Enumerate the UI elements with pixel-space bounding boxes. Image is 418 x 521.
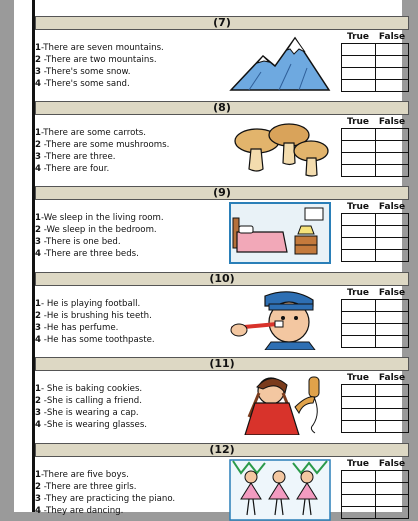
- true-cell[interactable]: [342, 385, 376, 397]
- statement-number: 1: [35, 213, 41, 223]
- true-cell[interactable]: [342, 44, 376, 56]
- statement-number: 1: [35, 384, 41, 394]
- false-cell[interactable]: [375, 141, 409, 153]
- statement-text: -There are some mushrooms.: [40, 140, 170, 150]
- statement-number: 3: [35, 152, 41, 162]
- false-cell[interactable]: [375, 44, 409, 56]
- true-cell[interactable]: [342, 471, 376, 483]
- statement-text: -There are three beds.: [40, 249, 139, 259]
- statement: [35, 481, 225, 493]
- girl-on-phone-picture: [229, 373, 331, 435]
- false-cell[interactable]: [375, 312, 409, 324]
- statement-number: 2: [35, 55, 41, 65]
- true-cell[interactable]: [342, 312, 376, 324]
- boy-brushing-teeth-picture: [229, 288, 331, 350]
- true-false-box: [341, 288, 409, 348]
- bedroom-picture: [229, 202, 331, 264]
- statement-list: [35, 42, 225, 90]
- true-cell[interactable]: [342, 214, 376, 226]
- true-header: True: [346, 288, 370, 298]
- statement-text: -There are some carrots.: [40, 128, 146, 138]
- statement-number: 2: [35, 396, 41, 406]
- statement-number: 2: [35, 482, 41, 492]
- false-cell[interactable]: [375, 129, 409, 141]
- false-cell[interactable]: [375, 409, 409, 421]
- statement-number: 1: [35, 128, 41, 138]
- statement-list: [35, 383, 225, 431]
- true-cell[interactable]: [342, 483, 376, 495]
- false-cell[interactable]: [375, 56, 409, 68]
- statement: [35, 127, 225, 139]
- true-cell[interactable]: [342, 397, 376, 409]
- false-header: False: [378, 288, 406, 298]
- answer-grid: [341, 299, 409, 348]
- statement-text: - She is baking cookies.: [40, 384, 143, 394]
- true-false-box: [341, 32, 409, 92]
- true-header: True: [346, 373, 370, 383]
- false-cell[interactable]: [375, 483, 409, 495]
- statement-number: 3: [35, 67, 41, 77]
- false-header: False: [378, 459, 406, 469]
- section-title: (12): [35, 443, 409, 457]
- true-cell[interactable]: [342, 165, 376, 177]
- false-cell[interactable]: [375, 214, 409, 226]
- statement-text: -There are two mountains.: [40, 55, 157, 65]
- statement-number: 4: [35, 164, 41, 174]
- false-cell[interactable]: [375, 324, 409, 336]
- true-header: True: [346, 32, 370, 42]
- true-header: True: [346, 459, 370, 469]
- true-cell[interactable]: [342, 68, 376, 80]
- statement: [35, 322, 225, 334]
- statement-number: 4: [35, 249, 41, 259]
- statement: [35, 469, 225, 481]
- true-cell[interactable]: [342, 129, 376, 141]
- statement-text: -There's some sand.: [40, 79, 130, 89]
- statement-text: -He has some toothpaste.: [40, 335, 155, 345]
- statement-number: 3: [35, 408, 41, 418]
- statement: [35, 419, 225, 431]
- statement-text: -She is wearing glasses.: [40, 420, 148, 430]
- statement-text: -They are practicing the piano.: [40, 494, 176, 504]
- true-cell[interactable]: [342, 250, 376, 262]
- false-cell[interactable]: [375, 68, 409, 80]
- statement-number: 4: [35, 79, 41, 89]
- statement: [35, 78, 225, 90]
- statement-number: 2: [35, 225, 41, 235]
- true-cell[interactable]: [342, 300, 376, 312]
- statement-text: -There is one bed.: [40, 237, 121, 247]
- false-header: False: [378, 117, 406, 127]
- answer-grid: [341, 43, 409, 92]
- statement: [35, 493, 225, 505]
- statement: [35, 212, 225, 224]
- statement: [35, 139, 225, 151]
- true-cell[interactable]: [342, 56, 376, 68]
- statement: [35, 163, 225, 175]
- statement-text: -There's some snow.: [40, 67, 131, 77]
- true-cell[interactable]: [342, 421, 376, 433]
- false-cell[interactable]: [375, 336, 409, 348]
- section-title: (11): [35, 357, 409, 371]
- true-cell[interactable]: [342, 226, 376, 238]
- statement: [35, 54, 225, 66]
- statement-text: - He is playing football.: [40, 299, 141, 309]
- statement-number: 4: [35, 420, 41, 430]
- statement-text: -She is calling a friend.: [40, 396, 142, 406]
- true-cell[interactable]: [342, 324, 376, 336]
- false-cell[interactable]: [375, 300, 409, 312]
- statement: [35, 310, 225, 322]
- statement-list: [35, 212, 225, 260]
- statement-list: [35, 127, 225, 175]
- true-header: True: [346, 202, 370, 212]
- statement: [35, 66, 225, 78]
- false-cell[interactable]: [375, 421, 409, 433]
- statement-number: 1: [35, 470, 41, 480]
- true-false-box: [341, 373, 409, 433]
- statement-list: [35, 298, 225, 346]
- true-false-box: [341, 459, 409, 519]
- false-cell[interactable]: [375, 238, 409, 250]
- answer-grid: [341, 213, 409, 262]
- statement-text: -There are five boys.: [40, 470, 129, 480]
- statement: [35, 42, 225, 54]
- statement-text: -We sleep in the living room.: [40, 213, 164, 223]
- statement-number: 3: [35, 237, 41, 247]
- true-cell[interactable]: [342, 409, 376, 421]
- false-cell[interactable]: [375, 80, 409, 92]
- true-false-box: [341, 117, 409, 177]
- true-cell[interactable]: [342, 336, 376, 348]
- statement: [35, 395, 225, 407]
- statement-text: -He has perfume.: [40, 323, 119, 333]
- statement-number: 3: [35, 494, 41, 504]
- false-cell[interactable]: [375, 495, 409, 507]
- statement-number: 2: [35, 311, 41, 321]
- true-cell[interactable]: [342, 238, 376, 250]
- section-title: (7): [35, 16, 409, 30]
- false-cell[interactable]: [375, 385, 409, 397]
- statement-text: -There are three.: [40, 152, 116, 162]
- section-title: (8): [35, 101, 409, 115]
- mountain-picture: [229, 32, 331, 94]
- statement: [35, 505, 225, 517]
- false-cell[interactable]: [375, 165, 409, 177]
- answer-grid: [341, 128, 409, 177]
- true-false-box: [341, 202, 409, 262]
- statement-number: 3: [35, 323, 41, 333]
- statement-number: 2: [35, 140, 41, 150]
- statement-text: -There are three girls.: [40, 482, 137, 492]
- statement-number: 4: [35, 335, 41, 345]
- true-header: True: [346, 117, 370, 127]
- statement: [35, 151, 225, 163]
- statement: [35, 334, 225, 346]
- false-cell[interactable]: [375, 250, 409, 262]
- true-cell[interactable]: [342, 153, 376, 165]
- true-cell[interactable]: [342, 141, 376, 153]
- statement-number: 1: [35, 299, 41, 309]
- false-header: False: [378, 32, 406, 42]
- true-cell[interactable]: [342, 80, 376, 92]
- true-cell[interactable]: [342, 507, 376, 519]
- statement: [35, 224, 225, 236]
- statement: [35, 407, 225, 419]
- statement-text: -He is brushing his teeth.: [40, 311, 152, 321]
- statement-text: -There are seven mountains.: [40, 43, 164, 53]
- statement-text: -They are dancing.: [40, 506, 124, 516]
- false-cell[interactable]: [375, 153, 409, 165]
- statement: [35, 298, 225, 310]
- statement: [35, 383, 225, 395]
- statement-text: -There are four.: [40, 164, 110, 174]
- statement-text: -We sleep in the bedroom.: [40, 225, 157, 235]
- false-cell[interactable]: [375, 507, 409, 519]
- statement: [35, 236, 225, 248]
- statement-text: -She is wearing a cap.: [40, 408, 139, 418]
- section-title: (10): [35, 272, 409, 286]
- statement-number: 4: [35, 506, 41, 516]
- section-title: (9): [35, 186, 409, 200]
- answer-grid: [341, 384, 409, 433]
- false-cell[interactable]: [375, 471, 409, 483]
- false-cell[interactable]: [375, 226, 409, 238]
- true-cell[interactable]: [342, 495, 376, 507]
- false-header: False: [378, 202, 406, 212]
- statement-number: 1: [35, 43, 41, 53]
- false-cell[interactable]: [375, 397, 409, 409]
- mushrooms-picture: [229, 117, 331, 179]
- false-header: False: [378, 373, 406, 383]
- statement: [35, 248, 225, 260]
- statement-list: [35, 469, 225, 517]
